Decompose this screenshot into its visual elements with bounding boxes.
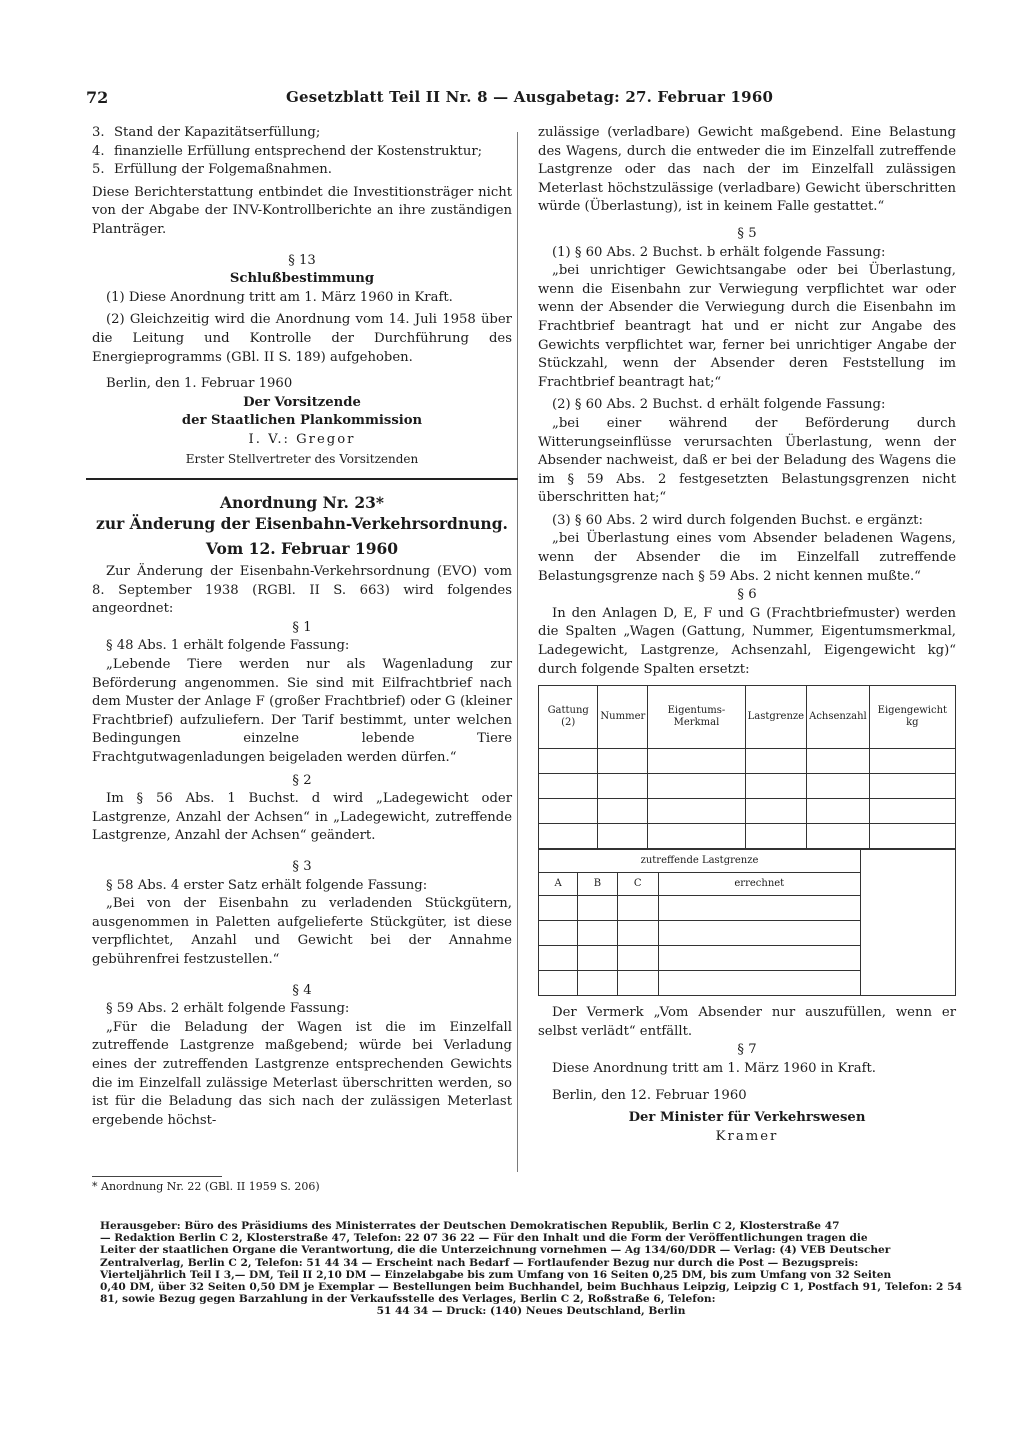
column-divider — [517, 132, 518, 1172]
paragraph: Zur Änderung der Eisenbahn-Verkehrsordnung (EVO) vom 8. September 1938 (RGBl. II S. 663) wird folgendes angeordnet: — [92, 564, 512, 617]
imprint-line: Vierteljährlich Teil I 3,— DM, Teil II 2,10 DM — Einzelabgabe bis zum Umfang von 16 Seiten 0,25 DM, bis zum Umfang von 32 Seiten — [100, 1268, 892, 1281]
table-group-header: zutreffende Lastgrenze — [539, 850, 861, 873]
ordinance-subtitle: zur Änderung der Eisenbahn-Verkehrsordnung. — [96, 514, 508, 534]
paragraph: § 48 Abs. 1 erhält folgende Fassung: — [106, 638, 350, 654]
signature-role: Erster Stellvertreter des Vorsitzenden — [185, 451, 419, 466]
table-header: Eigengewicht kg — [869, 686, 955, 749]
left-column — [92, 124, 512, 1130]
table-header: Achsenzahl — [807, 686, 870, 749]
section-heading: § 4 — [292, 982, 312, 998]
page-number: 72 — [86, 88, 109, 107]
right-column — [538, 124, 956, 1146]
list-text: Erfüllung der Folgemaßnahmen. — [114, 162, 332, 178]
paragraph: „Lebende Tiere werden nur als Wagenladung zur Beförderung angenommen. Sie sind mit Eilfrachtbrief nach dem Muster der Anlage F (großer Frachtbrief) oder G (kleiner Frachtbrief) aufzuliefern. Der Tarif bestimmt, unter welchen Bedingungen einzelne lebende Tiere Frachtgutwagenladungen beigeladen werden dürfen.“ — [92, 657, 512, 766]
imprint-line: Herausgeber: Büro des Präsidiums des Ministerrates der Deutschen Demokratischen Republik, Berlin C 2, Klosterstraße 47 — [100, 1220, 840, 1232]
paragraph: (3) § 60 Abs. 2 wird durch folgenden Buchst. e ergänzt: — [552, 512, 923, 528]
table-header: Gattung (2) — [539, 686, 598, 749]
section-heading: § 7 — [737, 1042, 757, 1058]
table-header: A — [539, 873, 578, 896]
table-row — [539, 799, 956, 824]
paragraph: „Bei von der Eisenbahn zu verladenden Stückgütern, ausgenommen in Paletten aufgelieferte Stückgüter, ist diese verpflichtet, Anzahl und Gewicht bei der Annahme gebührenfrei festzustellen.“ — [92, 896, 512, 967]
signature-name: I. V.: Gregor — [248, 431, 356, 447]
section-heading: § 1 — [292, 619, 312, 635]
signature-title: Der Minister für Verkehrswesen — [628, 1110, 866, 1126]
paragraph: Diese Anordnung tritt am 1. März 1960 in Kraft. — [552, 1061, 876, 1076]
list-item — [92, 143, 512, 162]
publisher-imprint — [100, 1220, 962, 1318]
section-heading: § 5 — [737, 225, 757, 241]
list-number: 5. — [92, 162, 105, 178]
imprint-line: Zentralverlag, Berlin C 2, Telefon: 51 44 34 — Erscheint nach Bedarf — Fortlaufender Bezug nur durch die Post — Bezugspreis: — [100, 1256, 859, 1269]
footnote-rule — [92, 1176, 222, 1177]
ordinance-date: Vom 12. Februar 1960 — [205, 539, 399, 559]
paragraph: (1) § 60 Abs. 2 Buchst. b erhält folgende Fassung: — [552, 244, 886, 260]
table-header: Lastgrenze — [745, 686, 806, 749]
load-limit-table — [538, 849, 956, 996]
signature-title: der Staatlichen Plankommission — [181, 413, 423, 429]
paragraph: (2) § 60 Abs. 2 Buchst. d erhält folgende Fassung: — [552, 397, 886, 413]
signature-name: Kramer — [715, 1128, 779, 1144]
section-heading: § 13 — [288, 252, 316, 268]
paragraph: Der Vermerk „Vom Absender nur auszufüllen, wenn er selbst verlädt“ entfällt. — [538, 1005, 956, 1039]
list-text: Stand der Kapazitätserfüllung; — [114, 125, 321, 140]
place-date: Berlin, den 12. Februar 1960 — [552, 1087, 747, 1103]
table-row — [539, 749, 956, 774]
paragraph: „Für die Beladung der Wagen ist die im Einzelfall zutreffende Lastgrenze maßgebend; würde bei Verladung eines der zutreffenden Lastgrenze entsprechenden Gewichts die im Einzelfall zulässige Meterlast überschritten werden, so ist für die Beladung das sich nach der zulässigen Meterlast ergebende höchst- — [92, 1019, 512, 1128]
table-row — [539, 824, 956, 849]
list-item — [92, 124, 512, 143]
imprint-line: — Redaktion Berlin C 2, Klosterstraße 47, Telefon: 22 07 36 22 — Für den Inhalt und die Form der Veröffentlichungen tragen die — [100, 1232, 868, 1245]
header-title: Gesetzblatt Teil II Nr. 8 — Ausgabetag: 27. Februar 1960 — [286, 88, 774, 106]
list-item — [92, 161, 512, 180]
section-heading: § 6 — [737, 587, 757, 603]
paragraph: § 58 Abs. 4 erster Satz erhält folgende Fassung: — [106, 877, 428, 893]
signature-title: Der Vorsitzende — [243, 394, 361, 410]
list-text: finanzielle Erfüllung entsprechend der Kostenstruktur; — [114, 143, 483, 159]
imprint-line: 51 44 34 — Druck: (140) Neues Deutschland, Berlin — [376, 1305, 686, 1318]
paragraph: (2) Gleichzeitig wird die Anordnung vom 14. Juli 1958 über die Leitung und Kontrolle der Durchführung des Energieprogramms (GBl. II S. 189) aufgehoben. — [92, 312, 512, 365]
list-number: 3. — [92, 125, 105, 140]
table-header: B — [578, 873, 618, 896]
section-heading: § 3 — [292, 859, 312, 874]
paragraph: Im § 56 Abs. 1 Buchst. d wird „Ladegewicht oder Lastgrenze, Anzahl der Achsen“ in „Ladegewicht, zutreffende Lastgrenze, Anzahl der Achsen“ geändert. — [92, 791, 512, 844]
page-header — [86, 88, 966, 110]
place-date: Berlin, den 1. Februar 1960 — [106, 376, 293, 392]
table-header: errechnet — [658, 873, 860, 896]
paragraph: „bei unrichtiger Gewichtsangabe oder bei Überlastung, wenn die Eisenbahn zur Verwiegung verpflichtet war oder wenn der Absender die Verwiegung durch die Eisenbahn im Frachtbrief beantragt hat und er nicht zur Angabe des Gewichts verpflichtet war, ferner bei unrichtiger Angabe der Stückzahl, wenn der Absender deren Feststellung im Frachtbrief beantragt hat;“ — [538, 263, 956, 390]
table-header: Eigentums-Merkmal — [648, 686, 745, 749]
paragraph: § 59 Abs. 2 erhält folgende Fassung: — [106, 1001, 350, 1017]
table-header: C — [617, 873, 658, 896]
wagon-columns-table — [538, 685, 956, 996]
wagon-table — [538, 685, 956, 849]
imprint-line: 0,40 DM, über 32 Seiten 0,50 DM je Exemplar — Bestellungen beim Buchhandel, beim Buchhaus Leipzig, Leipzig C 1, Postfach 91, Telefon: 2 54 81, sowie Bezug gegen Barzahlung in der Verkaufsstelle des Verlages, Berlin C 2, Roßstraße 6, Telefon: — [100, 1281, 962, 1306]
paragraph: In den Anlagen D, E, F und G (Frachtbriefmuster) werden die Spalten „Wagen (Gattung, Nummer, Eigentumsmerkmal, Ladegewicht, Lastgrenze, Achsenzahl, Eigengewicht kg)“ durch folgende Spalten ersetzt: — [538, 605, 956, 677]
table-header: Nummer — [598, 686, 648, 749]
paragraph: „bei Überlastung eines vom Absender beladenen Wagens, wenn der Absender die im Einzelfall zutreffende Belastungsgrenze nach § 59 Abs. 2 nicht kennen mußte.“ — [538, 531, 956, 584]
paragraph: (1) Diese Anordnung tritt am 1. März 1960 in Kraft. — [106, 289, 453, 305]
section-title: Schlußbestimmung — [229, 271, 375, 287]
section-heading: § 2 — [292, 772, 312, 788]
table-row — [539, 774, 956, 799]
list-number: 4. — [92, 143, 105, 159]
ordinance-title: Anordnung Nr. 23* — [219, 493, 385, 513]
section-rule — [86, 478, 518, 480]
paragraph: Diese Berichterstattung entbindet die Investitionsträger nicht von der Abgabe der INV-Kontrollberichte an ihre zuständigen Planträger. — [92, 184, 512, 237]
imprint-line: Leiter der staatlichen Organe die Verantwortung, die die Unterzeichnung vornehmen — Ag 134/60/DDR — Verlag: (4) VEB Deutscher — [100, 1244, 891, 1257]
footnote: * Anordnung Nr. 22 (GBl. II 1959 S. 206) — [92, 1180, 320, 1193]
paragraph: zulässige (verladbare) Gewicht maßgebend. Eine Belastung des Wagens, durch die entweder die im Einzelfall zutreffende Lastgrenze oder das nach der im Einzelfall zulässigen Meterlast höchstzulässige (verladbare) Gewicht überschritten würde (Überlastung), ist in keinem Falle gestattet.“ — [538, 125, 956, 215]
paragraph: „bei einer während der Beförderung durch Witterungseinflüsse verursachten Überlastung, wenn der Absender nachweist, daß er bei der Beladung des Wagens die im § 59 Abs. 2 festgesetzten Belastungsgrenzen nicht überschritten hat;“ — [538, 415, 956, 506]
